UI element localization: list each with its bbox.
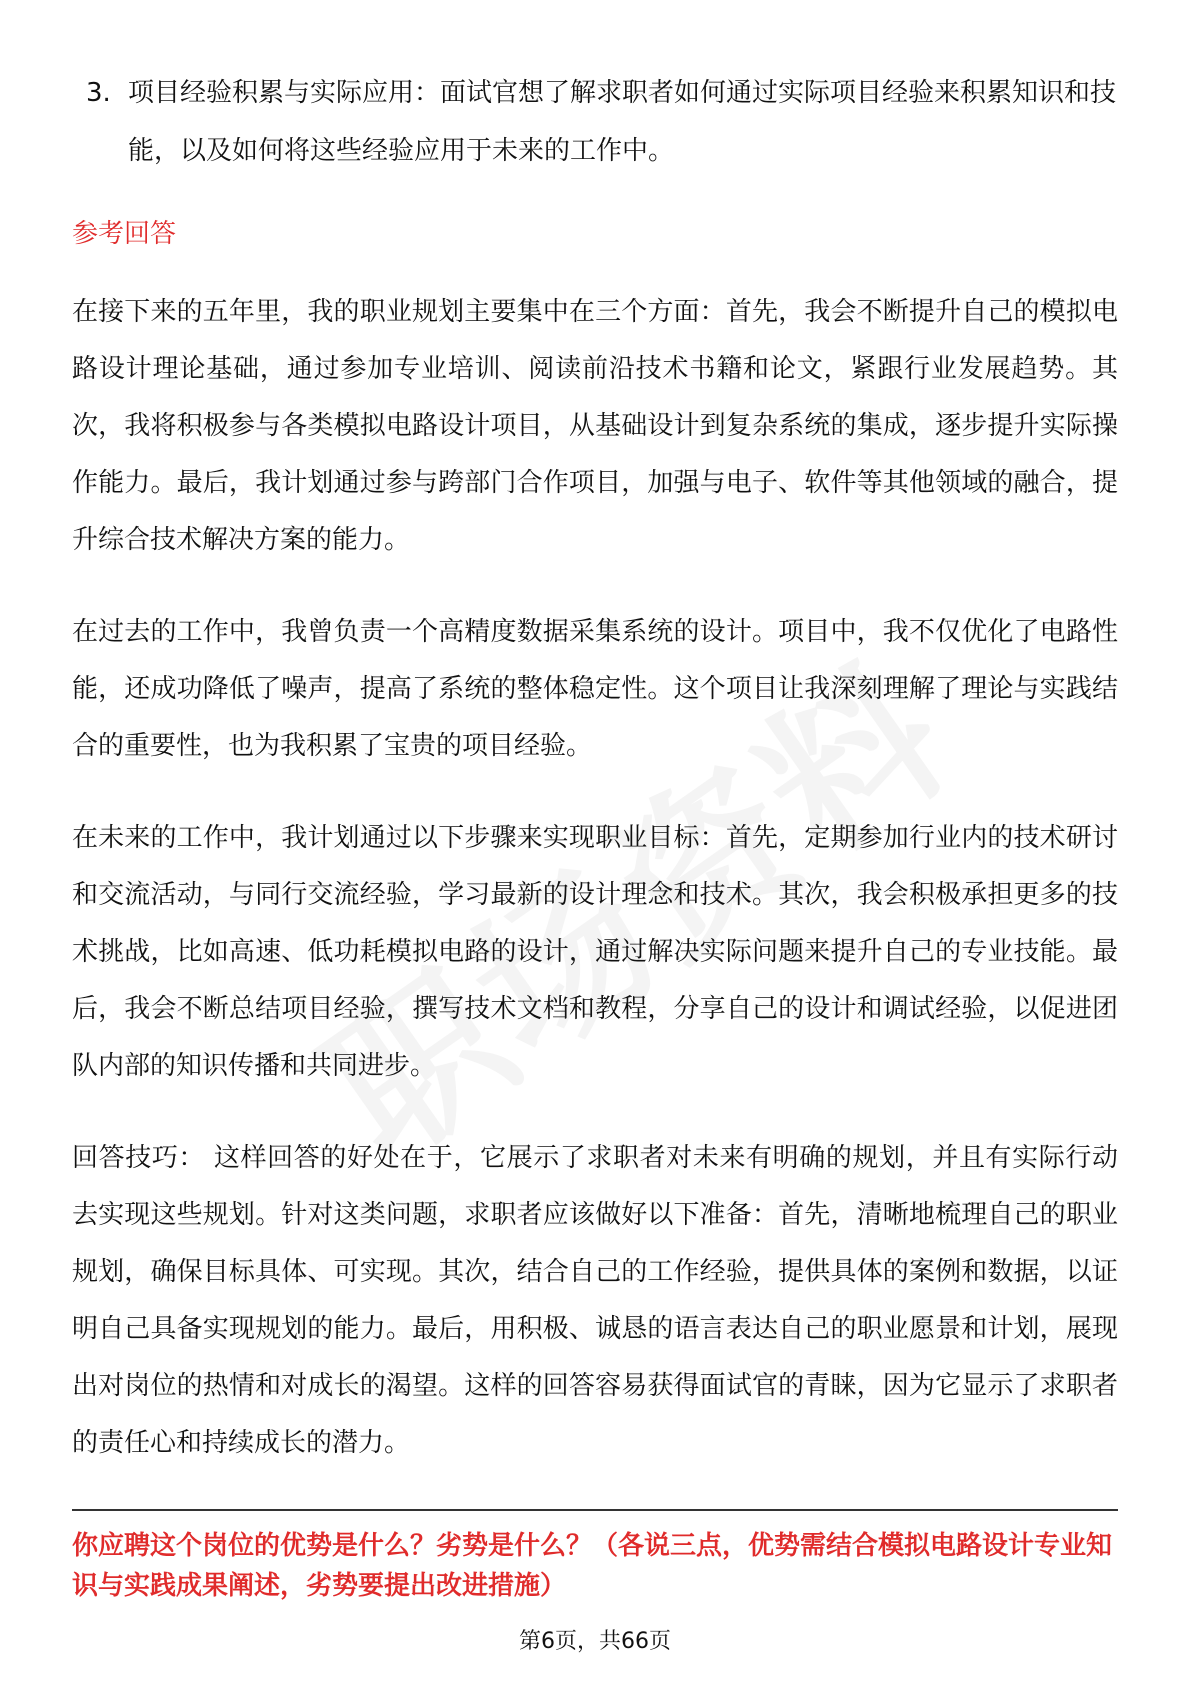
section-divider	[72, 1509, 1118, 1511]
list-item-number: 3.	[86, 78, 111, 108]
page-number-footer: 第6页，共66页	[519, 1629, 671, 1654]
list-item	[72, 64, 1118, 180]
list-item-text: 项目经验积累与实际应用：面试官想了解求职者如何通过实际项目经验来积累知识和技能，以及如何将这些经验应用于未来的工作中。	[128, 78, 1117, 166]
answer-paragraph-3: 在未来的工作中，我计划通过以下步骤来实现职业目标：首先，定期参加行业内的技术研讨和交流活动，与同行交流经验，学习最新的设计理念和技术。其次，我会积极承担更多的技术挑战，比如高速、低功耗模拟电路的设计，通过解决实际问题来提升自己的专业技能。最后，我会不断总结项目经验，撰写技术文档和教程，分享自己的设计和调试经验，以促进团队内部的知识传播和共同进步。	[72, 823, 1118, 1081]
answer-paragraph-2: 在过去的工作中，我曾负责一个高精度数据采集系统的设计。项目中，我不仅优化了电路性能，还成功降低了噪声，提高了系统的整体稳定性。这个项目让我深刻理解了理论与实践结合的重要性，也为我积累了宝贵的项目经验。	[72, 617, 1118, 761]
answer-tips-paragraph: 回答技巧： 这样回答的好处在于，它展示了求职者对未来有明确的规划，并且有实际行动去实现这些规划。针对这类问题，求职者应该做好以下准备：首先，清晰地梳理自己的职业规划，确保目标具体、可实现。其次，结合自己的工作经验，提供具体的案例和数据，以证明自己具备实现规划的能力。最后，用积极、诚恳的语言表达自己的职业愿景和计划，展现出对岗位的热情和对成长的渴望。这样的回答容易获得面试官的青睐，因为它显示了求职者的责任心和持续成长的潜力。	[72, 1143, 1118, 1458]
next-question-heading: 你应聘这个岗位的优势是什么？劣势是什么？（各说三点，优势需结合模拟电路设计专业知识与实践成果阐述，劣势要提出改进措施）	[72, 1531, 1113, 1601]
main-content	[72, 64, 1118, 1507]
answer-paragraph-1: 在接下来的五年里，我的职业规划主要集中在三个方面：首先，我会不断提升自己的模拟电路设计理论基础，通过参加专业培训、阅读前沿技术书籍和论文，紧跟行业发展趋势。其次，我将积极参与各类模拟电路设计项目，从基础设计到复杂系统的集成，逐步提升实际操作能力。最后，我计划通过参与跨部门合作项目，加强与电子、软件等其他领域的融合，提升综合技术解决方案的能力。	[72, 297, 1118, 555]
reference-answer-heading: 参考回答	[72, 219, 177, 249]
